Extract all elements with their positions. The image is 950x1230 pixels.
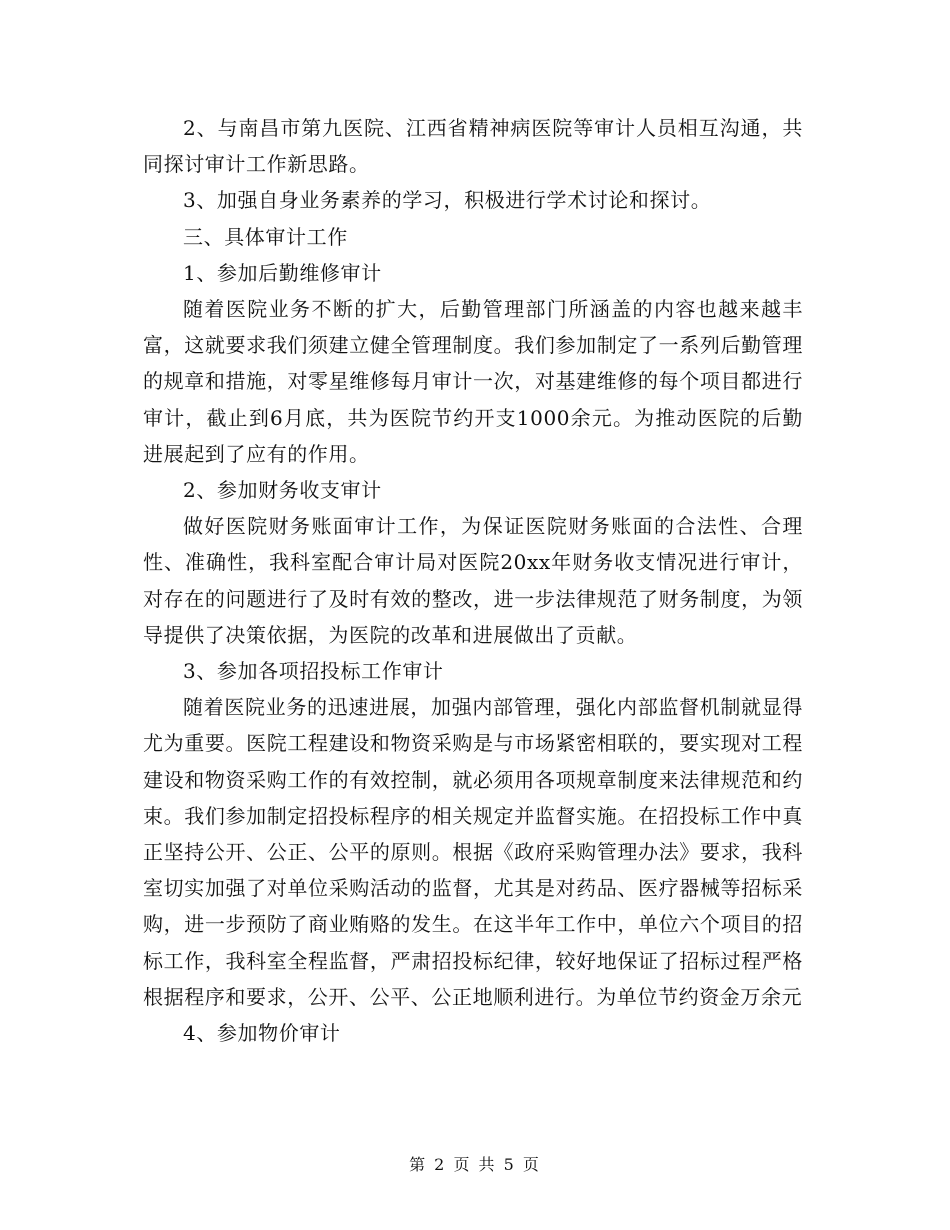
page-number-footer: 第 2 页 共 5 页	[409, 1155, 541, 1174]
paragraph-bidding-audit: 随着医院业务的迅速进展，加强内部管理，强化内部监督机制就显得尤为重要。医院工程建设和物资采购是与市场紧密相联的，要实现对工程建设和物资采购工作的有效控制，就必须用各项规章制度来法律规范和约束。我们参加制定招投标程序的相关规定并监督实施。在招投标工作中真正坚持公开、公正、公平的原则。根据《政府采购管理办法》要求，我科室切实加强了对单位采购活动的监督，尤其是对药品、医疗器械等招标采购，进一步预防了商业贿赂的发生。在这半年工作中，单位六个项目的招标工作，我科室全程监督，严肃招投标纪律，较好地保证了招标过程严格根据程序和要求，公开、公平、公正地顺利进行。为单位节约资金万余元	[143, 695, 803, 1009]
subheading-logistics-audit: 1、参加后勤维修审计	[183, 260, 382, 285]
subheading-price-audit: 4、参加物价审计	[183, 1021, 341, 1046]
document-body	[143, 110, 803, 1051]
section-heading-specific-audit: 三、具体审计工作	[183, 224, 348, 249]
paragraph-finance-audit: 做好医院财务账面审计工作，为保证医院财务账面的合法性、合理性、准确性，我科室配合审计局对医院20xx年财务收支情况进行审计，对存在的问题进行了及时有效的整改，进一步法律规范了财务制度，为领导提供了决策依据，为医院的改革和进展做出了贡献。	[143, 514, 803, 647]
subheading-bidding-audit: 3、参加各项招投标工作审计	[183, 659, 444, 684]
paragraph-self-study: 3、加强自身业务素养的学习，积极进行学术讨论和探讨。	[183, 188, 712, 213]
paragraph-logistics-audit: 随着医院业务不断的扩大，后勤管理部门所涵盖的内容也越来越丰富，这就要求我们须建立健全管理制度。我们参加制定了一系列后勤管理的规章和措施，对零星维修每月审计一次，对基建维修的每个项目都进行审计，截止到6月底，共为医院节约开支1000余元。为推动医院的后勤进展起到了应有的作用。	[143, 297, 803, 466]
paragraph-communication: 2、与南昌市第九医院、江西省精神病医院等审计人员相互沟通，共同探讨审计工作新思路。	[143, 116, 803, 177]
subheading-finance-audit: 2、参加财务收支审计	[183, 478, 382, 503]
